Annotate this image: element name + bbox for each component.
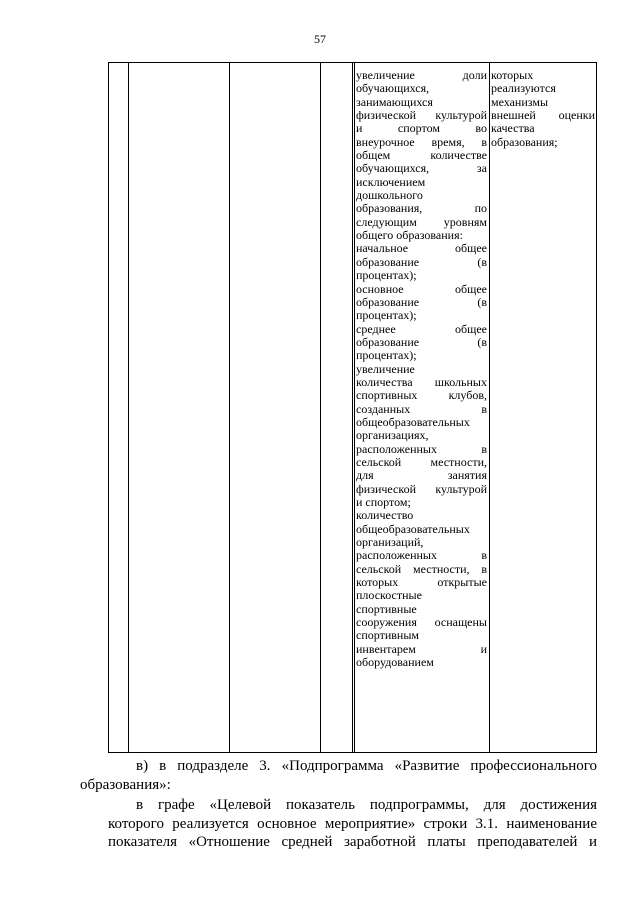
cell-line: качества: [491, 121, 535, 136]
cell-line: среднее общее: [356, 321, 487, 336]
cell-line: количества школьных: [356, 374, 487, 389]
cell-line: обучающихся, за: [356, 161, 487, 176]
paragraph-subsection: [80, 757, 597, 794]
cell-line: сельской местности, в: [356, 561, 487, 576]
column-divider: [128, 63, 129, 752]
cell-line: и спортом;: [356, 495, 411, 509]
cell-line: внеурочное время, в: [356, 134, 487, 149]
cell-line: увеличение доли: [356, 68, 487, 82]
cell-line: процентах);: [356, 348, 417, 363]
paragraph-line: в) в подразделе 3. «Подпрограмма «Развитие профессионального: [136, 758, 597, 774]
column-divider: [320, 63, 321, 752]
column-divider: [229, 63, 230, 752]
cell-line: оборудованием: [356, 655, 434, 670]
target-indicator-cell: [356, 69, 487, 669]
cell-line: спортивные: [356, 601, 417, 616]
column-divider: [489, 63, 490, 752]
cell-line: следующим уровням: [356, 214, 487, 229]
paragraph-line: которого реализуется основное мероприятие» строки 3.1. наименование: [108, 815, 597, 832]
cell-line: образования, по: [356, 201, 487, 216]
cell-line: спортивных клубов,: [356, 388, 487, 403]
cell-line: и спортом во: [356, 121, 487, 136]
table-fragment: [108, 62, 597, 753]
cell-line: общеобразовательных: [356, 521, 470, 536]
cell-line: обучающихся,: [356, 81, 430, 96]
cell-line: процентах);: [356, 268, 417, 283]
cell-line: общего образования:: [356, 228, 463, 243]
column-divider: [352, 63, 355, 752]
cell-line: количество: [356, 508, 414, 523]
page-number: 57: [314, 32, 326, 46]
cell-line: инвентарем и: [356, 641, 487, 656]
paragraph-line: показателя «Отношение средней заработной платы преподавателей и: [108, 834, 597, 850]
cell-line: физической культурой: [356, 481, 487, 496]
cell-line: внешней оценки: [491, 108, 595, 123]
cell-line: реализуются: [491, 81, 556, 96]
cell-line: начальное общее: [356, 241, 487, 256]
cell-line: которых открытые: [356, 575, 487, 590]
cell-line: механизмы: [491, 94, 548, 109]
cell-line: процентах);: [356, 308, 417, 323]
cell-line: занимающихся: [356, 94, 433, 109]
cell-line: общеобразовательных: [356, 414, 470, 429]
cell-line: которых: [491, 68, 534, 82]
cell-line: образования;: [491, 134, 558, 149]
cell-line: увеличение: [356, 361, 415, 376]
cell-line: дошкольного: [356, 188, 423, 203]
paragraph-line: образования»:: [80, 776, 171, 793]
cell-line: созданных в: [356, 401, 487, 416]
paragraph-column-change: [108, 796, 597, 852]
mechanism-cell: [491, 69, 595, 149]
cell-line: образование (в: [356, 294, 487, 309]
cell-line: образование (в: [356, 334, 487, 349]
cell-line: расположенных в: [356, 441, 487, 456]
cell-line: организаций,: [356, 535, 424, 550]
cell-line: расположенных в: [356, 548, 487, 563]
cell-line: для занятия: [356, 468, 487, 483]
cell-line: спортивным: [356, 628, 419, 643]
cell-line: образование (в: [356, 254, 487, 269]
cell-line: сельской местности,: [356, 454, 487, 469]
cell-line: общем количестве: [356, 148, 487, 163]
cell-line: физической культурой: [356, 108, 487, 123]
cell-line: организациях,: [356, 428, 429, 443]
cell-line: плоскостные: [356, 588, 422, 603]
paragraph-line: в графе «Целевой показатель подпрограммы, для достижения: [136, 797, 597, 813]
cell-line: основное общее: [356, 281, 487, 296]
cell-line: исключением: [356, 174, 426, 189]
cell-line: сооружения оснащены: [356, 615, 487, 630]
